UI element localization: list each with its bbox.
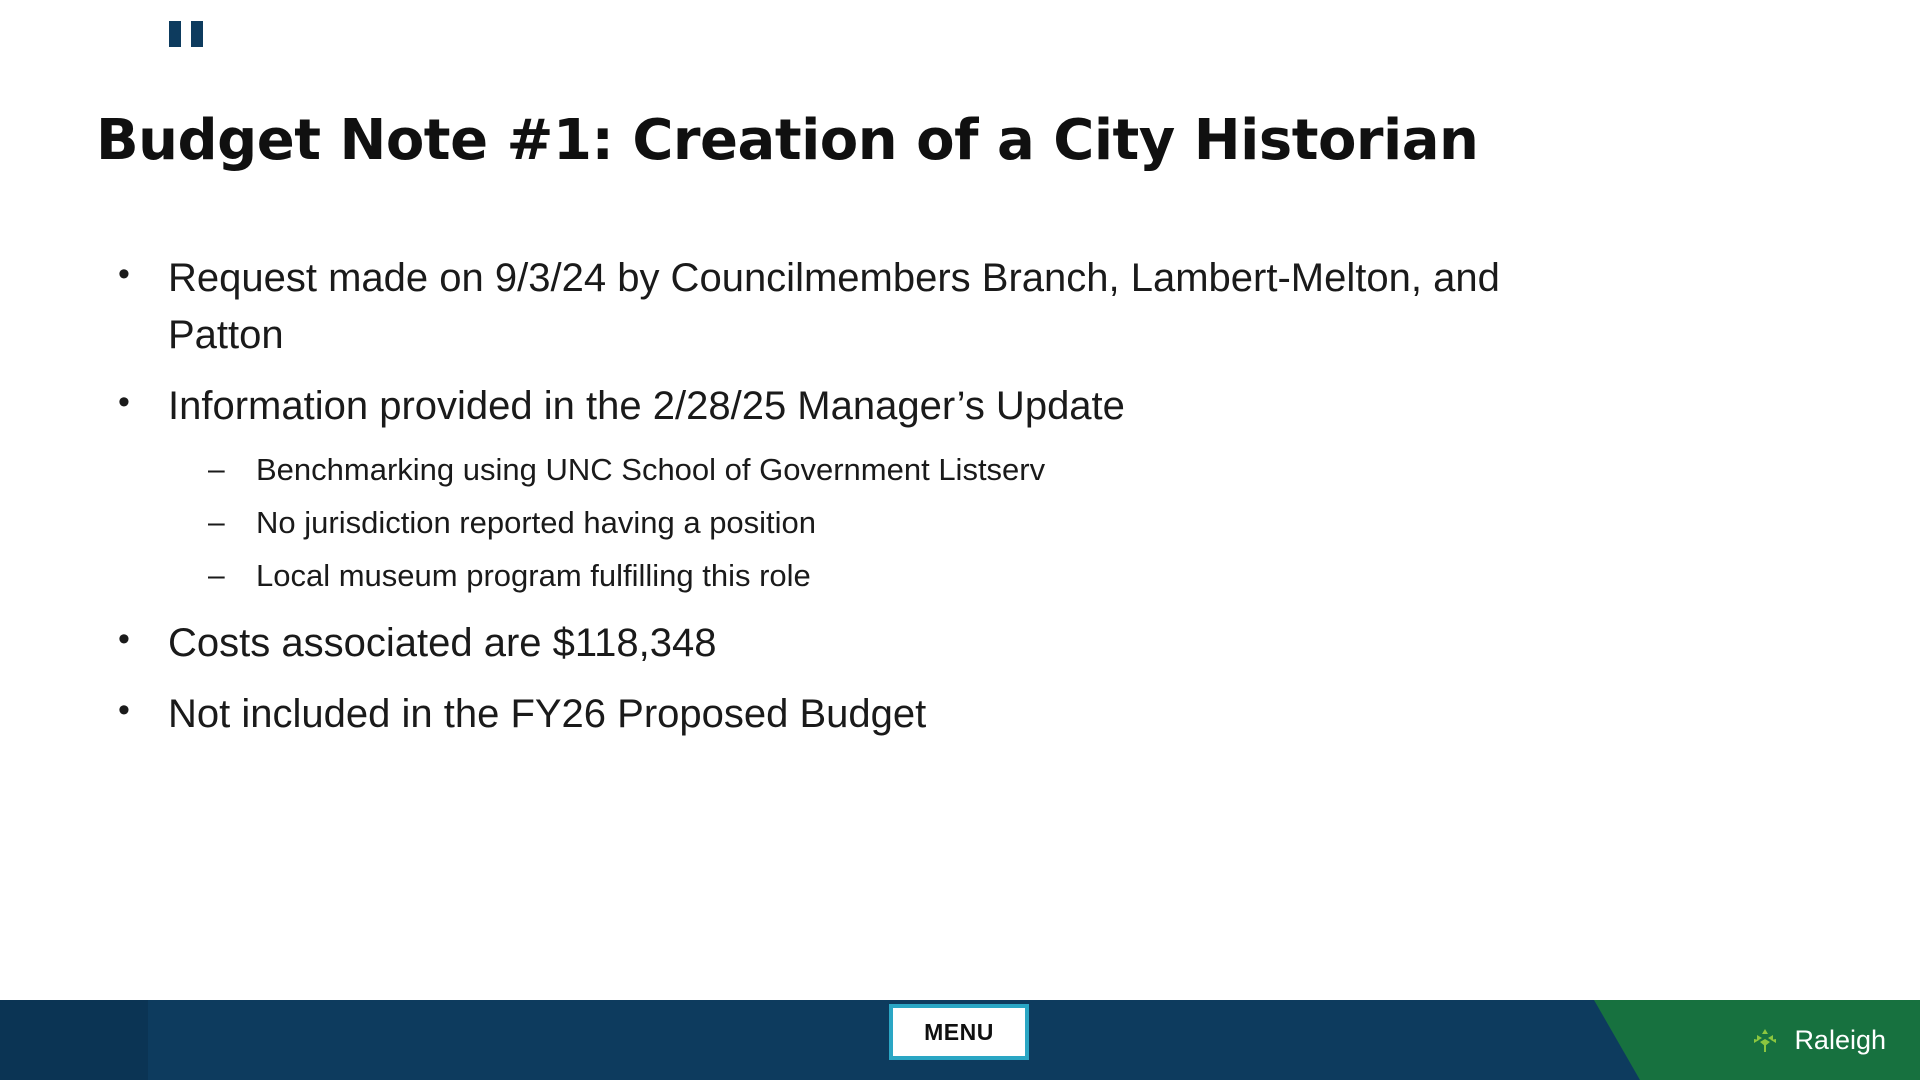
- slide-title: Budget Note #1: Creation of a City Historian: [96, 108, 1479, 173]
- bullet-marker: •: [118, 255, 130, 293]
- brand-banner: [1640, 1000, 1920, 1080]
- sub-bullet-list: [96, 448, 1816, 599]
- menu-button-label: MENU: [924, 1018, 994, 1045]
- pause-bar-right: [191, 21, 203, 47]
- list-item: [96, 250, 1816, 364]
- slide-bullet-list: [96, 250, 1816, 757]
- pause-bar-left: [169, 21, 181, 47]
- sub-bullet-marker: –: [208, 506, 225, 540]
- control-bar-left-segment: [0, 1000, 148, 1080]
- list-item: [96, 501, 1816, 546]
- menu-button[interactable]: [889, 1004, 1029, 1060]
- sub-bullet-text: No jurisdiction reported having a position: [256, 505, 817, 541]
- bullet-marker: •: [118, 382, 130, 421]
- bullet-text: Request made on 9/3/24 by Councilmembers Branch, Lambert-Melton, and Patton: [168, 256, 1500, 357]
- sub-bullet-marker: –: [208, 559, 225, 593]
- list-item: [96, 615, 1816, 672]
- sub-bullet-text: Local museum program fulfilling this role: [256, 558, 811, 594]
- bullet-text: Not included in the FY26 Proposed Budget: [168, 692, 927, 736]
- list-item: [96, 554, 1816, 599]
- list-item: [96, 378, 1816, 435]
- bullet-marker: •: [118, 691, 130, 729]
- list-item: [96, 448, 1816, 493]
- bullet-text: Costs associated are $118,348: [168, 621, 717, 666]
- sub-bullet-marker: –: [208, 453, 225, 487]
- brand-inner: [1748, 1000, 1886, 1080]
- sub-bullet-text: Benchmarking using UNC School of Government Listserv: [256, 452, 1046, 488]
- list-item: [96, 686, 1816, 743]
- bullet-text: Information provided in the 2/28/25 Manager’s Update: [168, 383, 1125, 428]
- pause-icon[interactable]: [152, 12, 220, 56]
- oak-tree-icon: [1748, 1023, 1782, 1057]
- brand-name: Raleigh: [1794, 1024, 1886, 1055]
- bullet-marker: •: [118, 620, 130, 659]
